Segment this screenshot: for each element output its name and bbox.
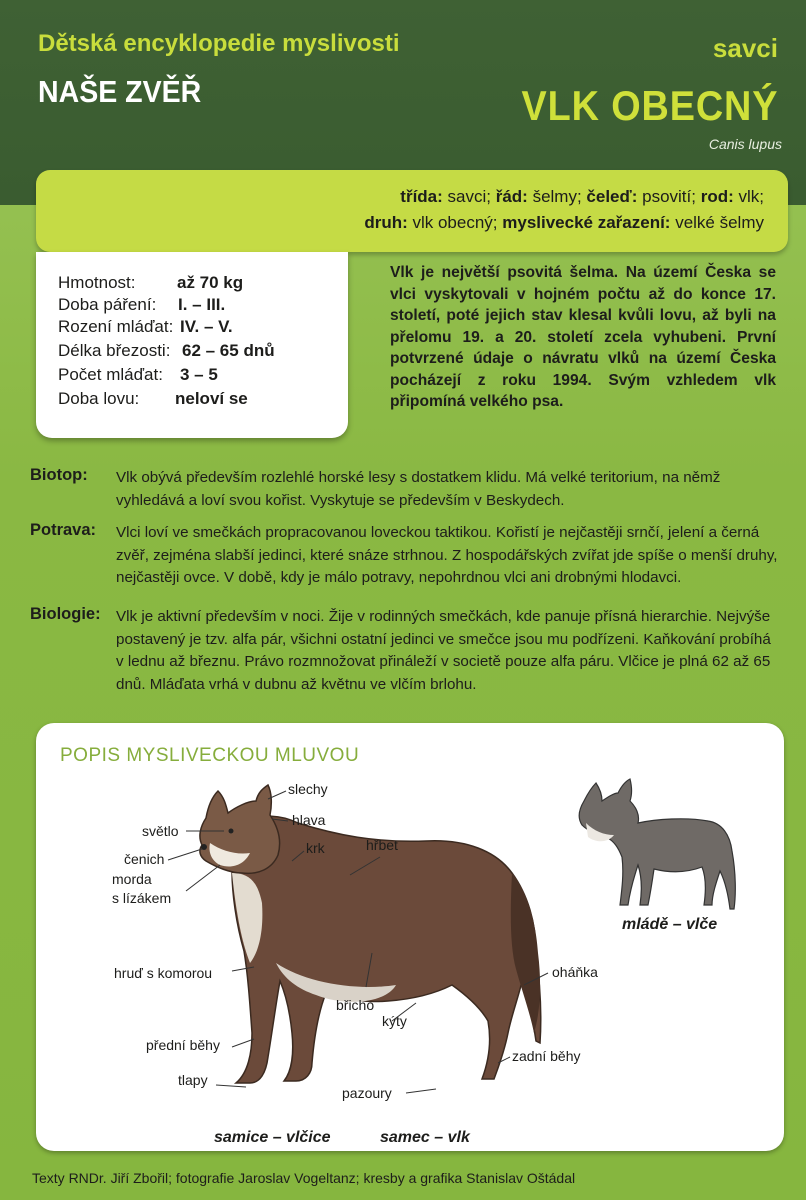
label-s-lizakem: s lízákem <box>112 890 172 906</box>
taxonomy-value: psovití; <box>637 187 696 206</box>
fact-value: až 70 kg <box>177 273 244 292</box>
taxonomy-label: druh: <box>364 213 408 232</box>
taxonomy-label: myslivecké zařazení: <box>502 213 671 232</box>
section-label: Potrava: <box>30 521 97 539</box>
intro-paragraph: Vlk je největší psovitá šelma. Na území Česka se vlci vyskytovali v hojném počtu až do konce 17. století, poté jejich stav klesal kvůli lovu, až byli na přelomu 19. a 20. století zcela vyhubeni. První potvrzené údaje o návratu vlků na území Česka pocházejí z roku 1994. Svým vzhledem vlk připomíná velkého psa. <box>390 264 776 410</box>
taxonomy-label: třída: <box>400 187 443 206</box>
label-morda: morda <box>112 871 152 887</box>
fact-value: 62 – 65 dnů <box>182 341 275 360</box>
label-kyty: kýty <box>382 1013 407 1029</box>
credits-line: Texty RNDr. Jiří Zbořil; fotografie Jaroslav Vogeltanz; kresby a grafika Stanislav Oštádal <box>32 1170 576 1186</box>
anatomy-panel <box>36 723 784 1151</box>
caption-male: samec – vlk <box>380 1129 470 1146</box>
taxonomy-box <box>36 170 788 252</box>
fact-label: Počet mláďat: <box>58 365 163 384</box>
section-text: Vlk je aktivní především v noci. Žije v rodinných smečkách, kde panuje přísná hierarchie. Nejvýše postavený je tzv. alfa pár, všichni ostatní jedinci ve smečce jsou mu podřízeni. Kaňkování probíhá v lednu až březnu. Právo rozmnožovat přináleží v societě pouze alfa páru. Vlčice je plná 62 až 65 dnů. Mláďata vrhá v dubnu až květnu ve vlčím brlohu. <box>116 608 771 693</box>
fact-label: Doba lovu: <box>58 389 140 408</box>
wolf-eye <box>229 829 234 834</box>
fact-value: I. – III. <box>178 295 226 314</box>
label-svetlo: světlo <box>142 823 179 839</box>
label-zadni-behy: zadní běhy <box>512 1048 581 1064</box>
caption-cub: mládě – vlče <box>622 916 718 933</box>
section-label: Biotop: <box>30 466 88 484</box>
taxonomy-value: velké šelmy <box>670 213 764 232</box>
label-hlava: hlava <box>292 812 326 828</box>
taxonomy-label: rod: <box>700 187 734 206</box>
species-title: VLK OBECNÝ <box>521 82 778 129</box>
fact-label: Rození mláďat: <box>58 317 174 336</box>
taxonomy-label: řád: <box>495 187 528 206</box>
taxonomy-value: šelmy; <box>527 187 582 206</box>
main-title: NAŠE ZVĚŘ <box>38 74 202 109</box>
fact-value: 3 – 5 <box>180 365 218 384</box>
latin-name: Canis lupus <box>708 136 782 152</box>
fact-value: neloví se <box>175 389 248 408</box>
category-label: savci <box>712 33 778 63</box>
wolf-illustration <box>36 723 784 1151</box>
section-text: Vlk obývá především rozlehlé horské lesy s dostatkem klidu. Má velké teritorium, na němž vyhledává a loví svou kořist. Vyskytuje se především v Beskydech. <box>116 469 721 509</box>
label-hrud: hruď s komorou <box>114 965 213 981</box>
taxonomy-line-1 <box>36 184 764 210</box>
series-title: Dětská encyklopedie myslivosti <box>38 30 400 57</box>
taxonomy-value: savci; <box>442 187 491 206</box>
taxonomy-line-2 <box>36 210 764 236</box>
panel-title: POPIS MYSLIVECKOU MLUVOU <box>60 745 360 766</box>
fact-label: Hmotnost: <box>58 273 136 292</box>
cub-illustration <box>579 779 735 909</box>
taxonomy-label: čeleď: <box>586 187 638 206</box>
label-cenich: čenich <box>124 851 165 867</box>
fact-label: Doba páření: <box>58 295 157 314</box>
fact-label: Délka březosti: <box>58 341 171 360</box>
section-text: Vlci loví ve smečkách propracovanou loveckou taktikou. Kořistí je nejčastěji srnčí, jelení a černá zvěř, zejména slabší jedinci, které snáze strhnou. Z hospodářských zvířat jde spíše o menší druhy, nejčastěji ovce. V době, kdy je málo potravy, nepohrdnou vlci ani drobnými hlodavci. <box>116 524 778 586</box>
section-label: Biologie: <box>30 605 101 623</box>
label-pazoury: pazoury <box>342 1085 392 1101</box>
facts-box <box>36 252 348 438</box>
label-slechy: slechy <box>288 781 328 797</box>
label-predni-behy: přední běhy <box>146 1037 220 1053</box>
fact-value: IV. – V. <box>180 317 233 336</box>
taxonomy-value: vlk; <box>733 187 764 206</box>
caption-female: samice – vlčice <box>214 1129 331 1146</box>
label-ohanka: oháňka <box>552 964 598 980</box>
label-krk: krk <box>306 840 325 856</box>
label-tlapy: tlapy <box>178 1072 208 1088</box>
label-hrbet: hřbet <box>366 837 398 853</box>
wolf-tail <box>511 873 540 1033</box>
label-bricho: břicho <box>336 997 375 1013</box>
taxonomy-value: vlk obecný; <box>407 213 498 232</box>
